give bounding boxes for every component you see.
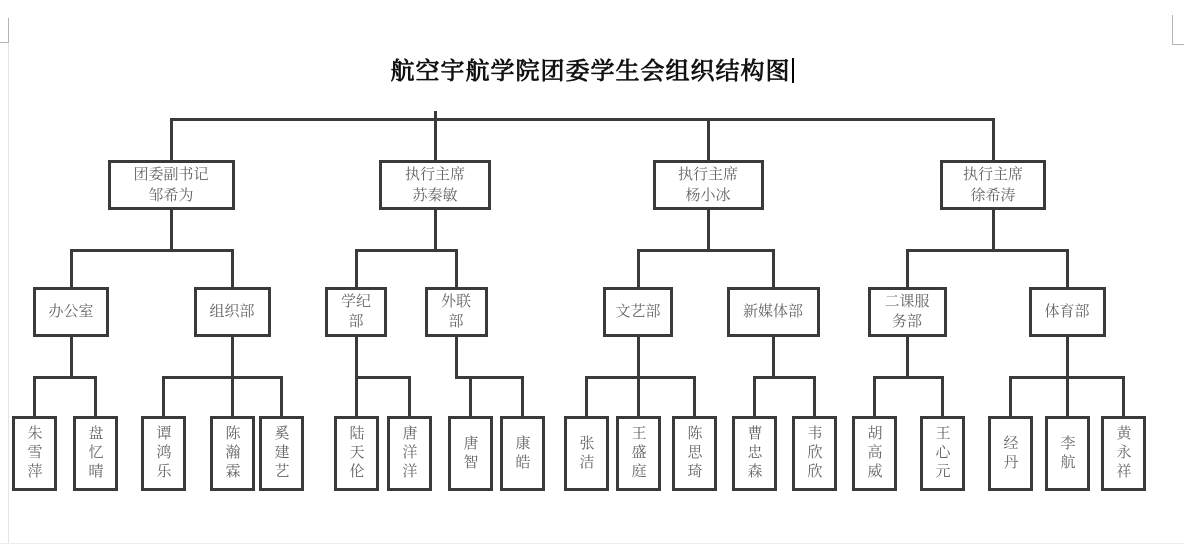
org-box-member[interactable] [259,416,304,491]
org-box-department[interactable] [868,287,947,337]
leader-name: 徐希涛 [970,187,1016,204]
department-name: 体育部 [1044,303,1090,320]
org-box-member[interactable] [852,416,897,491]
org-box-department[interactable] [194,287,271,337]
page-title-text[interactable]: 航空宇航学院团委学生会组织结构图 [390,59,791,85]
member-name: 陆天伦 [347,425,365,482]
connector-line [1122,376,1125,416]
connector-line [162,376,283,379]
connector-line [707,118,710,160]
leader-role: 执行主席 [404,166,465,183]
department-name: 办公室 [48,303,94,320]
connector-line [231,376,234,416]
connector-line [585,376,588,416]
connector-line [231,249,234,287]
org-box-member[interactable] [616,416,661,491]
connector-line [434,210,437,252]
org-box-member[interactable] [210,416,255,491]
org-box-department[interactable] [1029,287,1106,337]
connector-line [170,210,173,252]
department-name: 组织部 [209,303,255,320]
connector-line [637,249,640,287]
department-name: 文艺部 [615,303,661,320]
connector-line [455,249,458,287]
member-name: 曹忠森 [745,425,763,482]
leader-role: 执行主席 [677,166,738,183]
connector-line [637,376,640,416]
page-margin-mark-top-left [0,42,9,43]
connector-line [1009,376,1012,416]
member-name: 韦欣欣 [805,425,823,482]
connector-line [70,337,73,379]
connector-line [469,376,472,416]
connector-line [813,376,816,416]
connector-line [170,118,995,121]
member-name: 唐智 [461,434,479,473]
connector-line [355,376,411,379]
connector-line [170,118,173,160]
org-box-member[interactable] [141,416,186,491]
connector-line [1066,249,1069,287]
connector-line [94,376,97,416]
connector-line [162,376,165,416]
department-name: 新媒体部 [742,303,803,320]
connector-line [231,337,234,379]
connector-line [906,249,1069,252]
member-name: 王盛庭 [629,425,647,482]
connector-line [355,249,358,287]
connector-line [772,337,775,379]
org-box-member[interactable] [387,416,432,491]
department-name: 二课服务部 [884,293,930,330]
connector-line [355,337,358,379]
org-box-department[interactable] [603,287,673,337]
org-box-member[interactable] [448,416,493,491]
member-name: 奚建艺 [272,425,290,482]
leader-role: 执行主席 [962,166,1023,183]
connector-line [70,249,73,287]
member-name: 唐洋洋 [400,425,418,482]
page-margin-mark-top-right [1172,15,1173,45]
member-name: 李航 [1058,434,1076,473]
member-name: 黄永祥 [1114,425,1132,482]
connector-line [992,118,995,160]
leader-name: 苏秦敏 [412,187,458,204]
member-name: 张洁 [577,434,595,473]
org-box-member[interactable] [73,416,118,491]
page-margin-boundary-left [8,18,9,543]
connector-line [906,337,909,379]
connector-line [355,376,358,416]
leader-name: 杨小冰 [685,187,731,204]
page-title[interactable] [0,57,1184,87]
connector-line [585,376,696,379]
org-box-member[interactable] [920,416,965,491]
connector-line [455,376,524,379]
member-name: 王心元 [933,425,951,482]
org-box-member[interactable] [12,416,57,491]
connector-line [753,376,816,379]
connector-line [70,249,234,252]
connector-line [455,337,458,379]
org-box-leader[interactable] [940,160,1046,210]
leader-name: 邹希为 [148,187,194,204]
org-box-leader[interactable] [653,160,764,210]
member-name: 康皓 [513,434,531,473]
connector-line [434,111,437,118]
org-box-member[interactable] [500,416,545,491]
org-box-member[interactable] [334,416,379,491]
member-name: 盘忆晴 [86,425,104,482]
org-box-member[interactable] [732,416,777,491]
org-box-department[interactable] [727,287,820,337]
page-margin-mark-top-right [1172,44,1184,45]
org-box-member[interactable] [988,416,1033,491]
member-name: 经丹 [1001,434,1019,473]
org-box-member[interactable] [792,416,837,491]
connector-line [753,376,756,416]
connector-line [355,249,458,252]
org-box-department[interactable] [33,287,109,337]
connector-line [873,376,876,416]
org-box-department[interactable] [425,287,488,337]
connector-line [906,249,909,287]
connector-line [434,118,437,160]
member-name: 陈思琦 [685,425,703,482]
connector-line [707,210,710,252]
member-name: 朱雪萍 [25,425,43,482]
connector-line [1066,376,1069,416]
connector-line [33,376,36,416]
connector-line [637,249,775,252]
connector-line [693,376,696,416]
connector-line [873,376,944,379]
connector-line [33,376,97,379]
connector-line [408,376,411,416]
department-name: 外联部 [440,293,471,330]
connector-line [941,376,944,416]
org-box-member[interactable] [672,416,717,491]
text-cursor [792,58,794,83]
org-box-member[interactable] [564,416,609,491]
connector-line [280,376,283,416]
leader-role: 团委副书记 [133,166,209,183]
org-box-member[interactable] [1101,416,1146,491]
org-box-member[interactable] [1045,416,1090,491]
member-name: 陈瀚霖 [223,425,241,482]
department-name: 学纪部 [340,293,371,330]
member-name: 谭鸿乐 [154,425,172,482]
org-box-leader[interactable] [108,160,235,210]
page-margin-boundary-bottom [0,543,1184,544]
connector-line [992,210,995,252]
connector-line [772,249,775,287]
page-margin-mark-top-left [8,18,9,43]
connector-line [521,376,524,416]
connector-line [637,337,640,379]
connector-line [1066,337,1069,379]
member-name: 胡高威 [865,425,883,482]
org-box-leader[interactable] [379,160,491,210]
org-box-department[interactable] [325,287,387,337]
